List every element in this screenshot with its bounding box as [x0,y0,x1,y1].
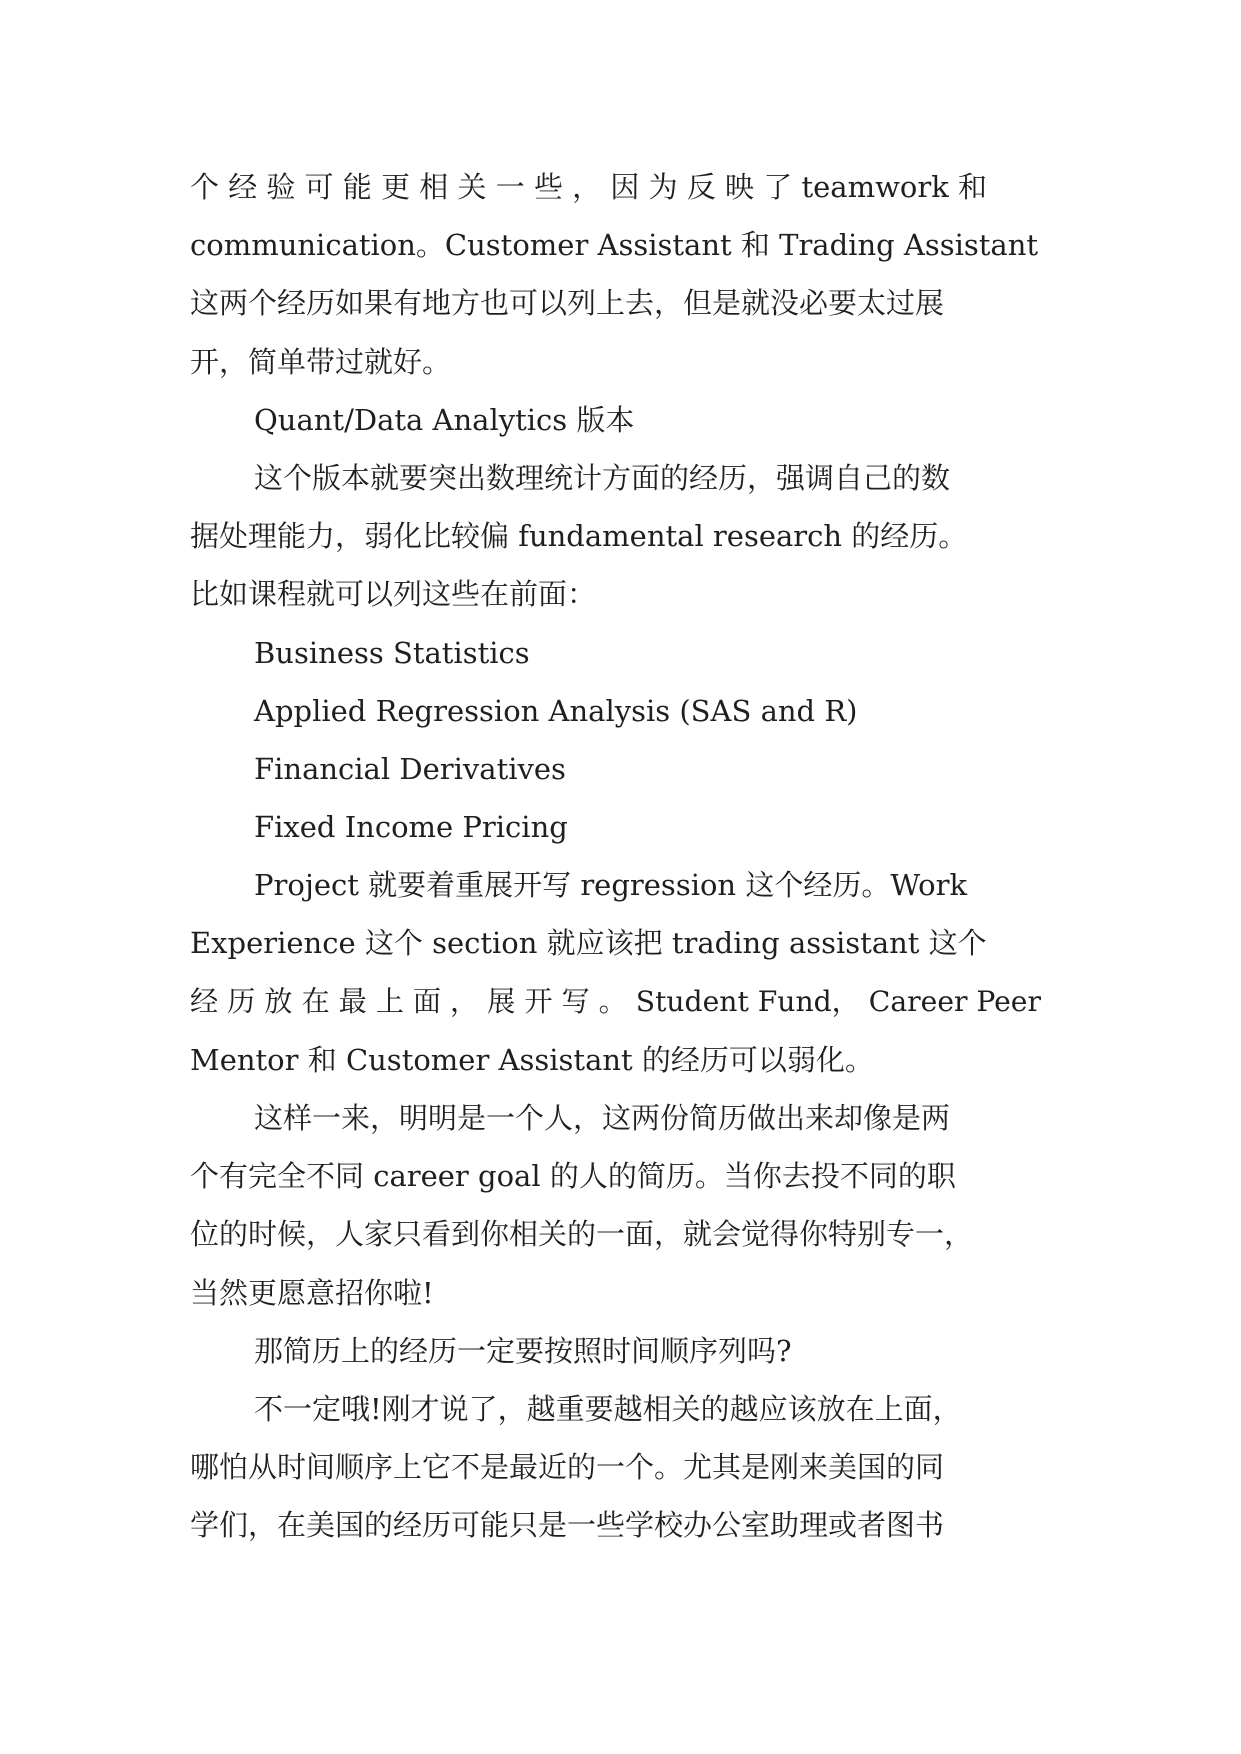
line-text: 比如课程就可以列这些在前面： [190,577,597,612]
paragraph-line [190,1322,1050,1380]
paragraph-line [190,507,1050,565]
paragraph-line [190,856,1050,914]
course-item [190,740,1050,798]
paragraph-line [190,1496,1050,1554]
line-text: 这两个经历如果有地方也可以列上去，但是就没必要太过展 [190,286,945,321]
line-text: 当然更愿意招你啦! [190,1275,434,1310]
line-text: 这个版本就要突出数理统计方面的经历，强调自己的数 [254,460,951,495]
course-item [190,682,1050,740]
course-item [190,798,1050,856]
paragraph-line [190,914,1050,972]
paragraph-line [190,1147,1050,1205]
paragraph-line [190,1264,1050,1322]
line-text: communication。Customer Assistant 和 Trading Assistant [190,228,1039,263]
paragraph-line [190,158,1050,216]
paragraph-line [190,565,1050,623]
line-text: 个 经 验 可 能 更 相 关 一 些 ， 因 为 反 映 了 teamwork 和 [190,170,988,204]
document-body [190,158,1050,1555]
line-text: 经 历 放 在 最 上 面 ， 展 开 写 。 Student Fund， Career Peer [190,984,1041,1018]
line-text: Applied Regression Analysis (SAS and R) [254,693,858,728]
paragraph-line [190,216,1050,274]
paragraph-line [190,973,1050,1031]
section-heading [190,391,1050,449]
paragraph-line [190,274,1050,332]
line-text: 位的时候，人家只看到你相关的一面，就会觉得你特别专一， [190,1217,974,1252]
course-item [190,624,1050,682]
line-text: Mentor 和 Customer Assistant 的经历可以弱化。 [190,1042,874,1077]
line-text: 开，简单带过就好。 [190,344,452,379]
paragraph-line [190,1380,1050,1438]
line-text: 据处理能力，弱化比较偏 fundamental research 的经历。 [190,519,968,554]
line-text: 个有完全不同 career goal 的人的简历。当你去投不同的职 [190,1159,956,1194]
paragraph-line [190,1205,1050,1263]
line-text: Experience 这个 section 就应该把 trading assistant 这个 [190,926,987,961]
line-text: Fixed Income Pricing [254,810,568,845]
line-text: 哪怕从时间顺序上它不是最近的一个。尤其是刚来美国的同 [190,1450,945,1485]
line-text: 学们，在美国的经历可能只是一些学校办公室助理或者图书 [190,1508,945,1543]
line-text: 那简历上的经历一定要按照时间顺序列吗? [254,1333,792,1368]
line-text: Quant/Data Analytics 版本 [254,402,635,437]
paragraph-line [190,1438,1050,1496]
line-text: 不一定哦!刚才说了，越重要越相关的越应该放在上面， [254,1391,962,1426]
line-text: Financial Derivatives [254,751,566,786]
line-text: Project 就要着重展开写 regression 这个经历。Work [254,868,968,903]
paragraph-line [190,1031,1050,1089]
paragraph-line [190,333,1050,391]
line-text: Business Statistics [254,635,530,670]
line-text: 这样一来，明明是一个人，这两份简历做出来却像是两 [254,1101,951,1135]
paragraph-line [190,449,1050,507]
paragraph-line [190,1089,1050,1147]
